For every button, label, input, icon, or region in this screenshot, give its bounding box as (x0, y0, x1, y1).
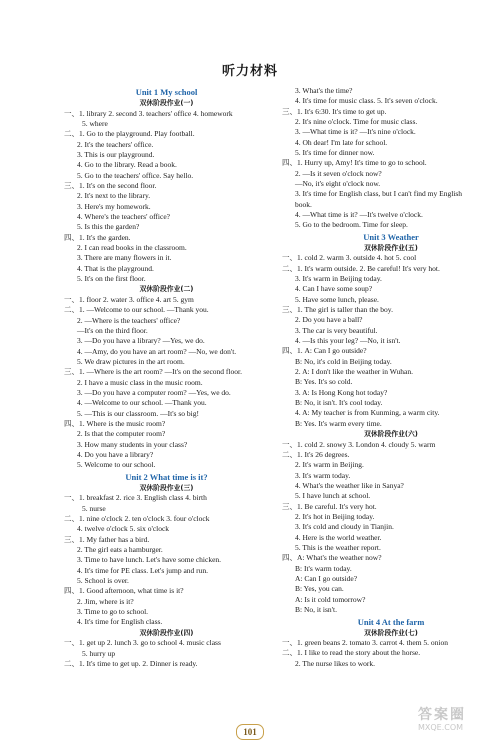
text-line: 5. School is over. (77, 575, 129, 585)
text-line: —No, it's eight o'clock now. (295, 179, 381, 189)
text-line: 2. The nurse likes to work. (295, 658, 376, 668)
text-line: 4. —Is this your leg? —No, it isn't. (295, 336, 401, 346)
text-line: 4. Where's the teachers' office? (77, 211, 171, 221)
text-line: 3. How many students in your class? (77, 439, 188, 449)
text-line: 四、1. Good afternoon, what time is it? (64, 586, 184, 596)
text-line: 5. It's on the first floor. (77, 274, 146, 283)
text-line: 4. —Welcome to our school. —Thank you. (77, 398, 207, 408)
text-line: 4. It's time for music class. 5. It's seven o'clock. (295, 96, 438, 106)
lesson-heading: 双休阶段作业(四) (139, 628, 194, 637)
lesson-heading: 双休阶段作业(七) (364, 628, 418, 637)
text-line: 5. Go to the bedroom. Time for sleep. (295, 220, 408, 230)
text-line: 5. Is this the garden? (77, 222, 140, 232)
text-line: 2. A: I don't like the weather in Wuhan. (295, 367, 413, 377)
text-line: 2. I have a music class in the music room. (77, 377, 203, 387)
text-line: 二、1. nine o'clock 2. ten o'clock 3. four o'clock (64, 513, 210, 523)
text-line: 一、1. breakfast 2. rice 3. English class 4. birth (64, 493, 207, 503)
text-line: 二、1. It's time to get up. 2. Dinner is ready. (64, 658, 198, 668)
text-line: 4. Oh dear! I'm late for school. (295, 137, 388, 147)
text-line: 4. It's time for PE class. Let's jump and run. (77, 565, 209, 575)
text-line: 4. twelve o'clock 5. six o'clock (77, 524, 170, 534)
text-line: 5. where (82, 118, 108, 128)
text-line: B: Yes. It's warm every time. (295, 418, 382, 428)
text-line: 3. This is our playground. (77, 149, 155, 159)
text-line: 5. —This is our classroom. —It's so big! (77, 408, 199, 418)
text-line: 4. Go to the library. Read a book. (77, 160, 177, 170)
text-line: 2. The girl eats a hamburger. (77, 544, 163, 554)
text-line: 3. Here's my homework. (77, 201, 151, 211)
text-line: B: Yes. It's so cold. (295, 377, 353, 387)
text-line: 一、1. floor 2. water 3. office 4. art 5. gym (64, 294, 194, 304)
text-line: 3. —Do you have a computer room? —Yes, we do. (77, 387, 231, 397)
text-line: 2. It's hot in Beijing today. (295, 512, 375, 522)
text-line: 2. It's nine o'clock. Time for music class. (295, 117, 418, 127)
text-line: 3. The car is very beautiful. (295, 325, 378, 335)
text-line: 三、1. It's 6:30. It's time to get up. (282, 106, 387, 116)
text-line: 3. It's warm in Beijing today. (295, 274, 382, 283)
text-line: A: Is it cold tomorrow? (295, 594, 366, 604)
text-line: 四、A: What's the weather now? (282, 553, 382, 563)
text-line: 4. Can I have some soup? (295, 284, 373, 294)
text-line: 一、1. cold 2. warm 3. outside 4. hot 5. cool (282, 253, 417, 263)
text-line: 一、1. get up 2. lunch 3. go to school 4. music class (64, 638, 221, 648)
text-line: book. (295, 199, 312, 209)
text-line: 5. We draw pictures in the art room. (77, 356, 185, 366)
text-line: 2. It's warm in Beijing. (295, 460, 364, 470)
text-line: 三、1. The girl is taller than the boy. (282, 305, 393, 315)
text-line: 3. Time to go to school. (77, 606, 149, 616)
text-line: 四、1. It's the garden. (64, 232, 131, 242)
text-line: 2. It's next to the library. (77, 191, 151, 201)
watermark-logo (418, 707, 492, 737)
watermark-bottom-text: MXQE.COM (418, 723, 464, 732)
text-line: 4. —What time is it? —It's twelve o'clock. (295, 210, 423, 220)
text-line: 3. —What time is it? —It's nine o'clock. (295, 127, 416, 137)
text-line: 4. That is the playground. (77, 263, 154, 273)
text-line: B: Yes, you can. (295, 584, 344, 594)
text-line: 3. Time to have lunch. Let's have some chicken. (77, 555, 222, 565)
text-line: 三、1. Be careful. It's very hot. (282, 501, 377, 511)
text-line: 3. It's time for English class, but I can't find my English (295, 189, 463, 199)
text-line: 二、1. —Welcome to our school. —Thank you. (64, 305, 209, 315)
text-line: 二、1. I like to read the story about the horse. (282, 648, 421, 658)
text-line: 3. —Do you have a library? —Yes, we do. (77, 336, 205, 346)
unit-heading: Unit 1 My school (135, 87, 198, 97)
text-line: 4. A: My teacher is from Kunming, a warm city. (295, 408, 440, 418)
text-line: 四、1. Where is the music room? (64, 418, 166, 428)
text-line: 5. hurry up (82, 648, 116, 658)
text-line: 3. A: Is Hong Kong hot today? (295, 387, 388, 397)
text-line: 3. There are many flowers in it. (77, 253, 172, 263)
text-line: 三、1. —Where is the art room? —It's on the second floor. (64, 367, 242, 377)
unit-heading: Unit 2 What time is it? (125, 471, 208, 482)
right-column (282, 86, 500, 669)
watermark-top-text: 答案圈 (418, 707, 466, 723)
lesson-heading: 双休阶段作业(六) (364, 430, 418, 439)
page-title: 听力材料 (221, 64, 278, 79)
text-line: 四、1. A: Can I go outside? (282, 346, 367, 356)
text-line: 4. Do you have a library? (77, 450, 154, 459)
text-line: 二、1. It's warm outside. 2. Be careful! It's very hot. (282, 263, 440, 273)
unit-heading: Unit 4 At the farm (357, 616, 425, 627)
text-line: 3. It's cold and cloudy in Tianjin. (295, 522, 394, 532)
text-line: 5. I have lunch at school. (295, 491, 371, 501)
text-line: 5. nurse (82, 503, 106, 513)
text-line: B: No, it isn't. (295, 605, 337, 615)
text-line: 4. What's the weather like in Sanya? (295, 481, 404, 491)
text-line: 三、1. My father has a bird. (64, 534, 150, 544)
text-line: —It's on the third floor. (77, 325, 148, 335)
text-line: 2. —Where is the teachers' office? (77, 315, 181, 325)
lesson-heading: 双休阶段作业(一) (139, 99, 194, 107)
text-line: 2. Do you have a ball? (295, 315, 363, 325)
text-line: 4. Here is the world weather. (295, 532, 382, 542)
unit-heading: Unit 3 Weather (363, 231, 419, 242)
text-line: 2. It's the teachers' office. (77, 139, 154, 149)
text-line: 一、1. cold 2. snowy 3. London 4. cloudy 5. warm (282, 439, 436, 449)
text-line: 3. What's the time? (295, 86, 353, 95)
lesson-heading: 双休阶段作业(二) (139, 285, 194, 294)
text-line: 2. —Is it seven o'clock now? (295, 168, 382, 178)
text-line: 三、1. It's on the second floor. (64, 180, 157, 190)
text-line: 2. Is that the computer room? (77, 429, 166, 439)
lesson-heading: 双休阶段作业(五) (364, 243, 418, 252)
text-line: 二、1. It's 26 degrees. (282, 450, 350, 459)
text-line: 5. Go to the teachers' office. Say hello. (77, 170, 194, 180)
text-line: B: It's warm today. (295, 563, 352, 573)
text-line: 5. Welcome to our school. (77, 460, 156, 470)
text-line: 四、1. Hurry up, Amy! It's time to go to school. (282, 158, 427, 168)
text-line: B: No, it isn't. It's cool today. (295, 398, 383, 408)
text-line: A: Can I go outside? (295, 574, 358, 584)
lesson-heading: 双休阶段作业(三) (139, 483, 194, 492)
text-line: 2. I can read books in the classroom. (77, 242, 187, 252)
text-line: 一、1. green beans 2. tomato 3. carrot 4. them 5. onion (282, 638, 449, 647)
left-column (64, 86, 269, 669)
text-line: 5. Have some lunch, please. (295, 294, 379, 304)
text-line: 5. It's time for dinner now. (295, 148, 375, 158)
text-line: 一、1. library 2. second 3. teachers' office 4. homework (64, 108, 233, 118)
text-line: 3. It's warm today. (295, 470, 351, 480)
text-line: B: No, it's cold in Beijing today. (295, 356, 392, 366)
text-line: 5. This is the weather report. (295, 543, 381, 553)
text-line: 4. —Amy, do you have an art room? —No, we don't. (77, 346, 237, 356)
text-line: 2. Jim, where is it? (77, 596, 134, 606)
page-number: 101 (236, 724, 264, 740)
text-line: 二、1. Go to the playground. Play football. (64, 129, 195, 139)
text-line: 4. It's time for English class. (77, 617, 163, 627)
